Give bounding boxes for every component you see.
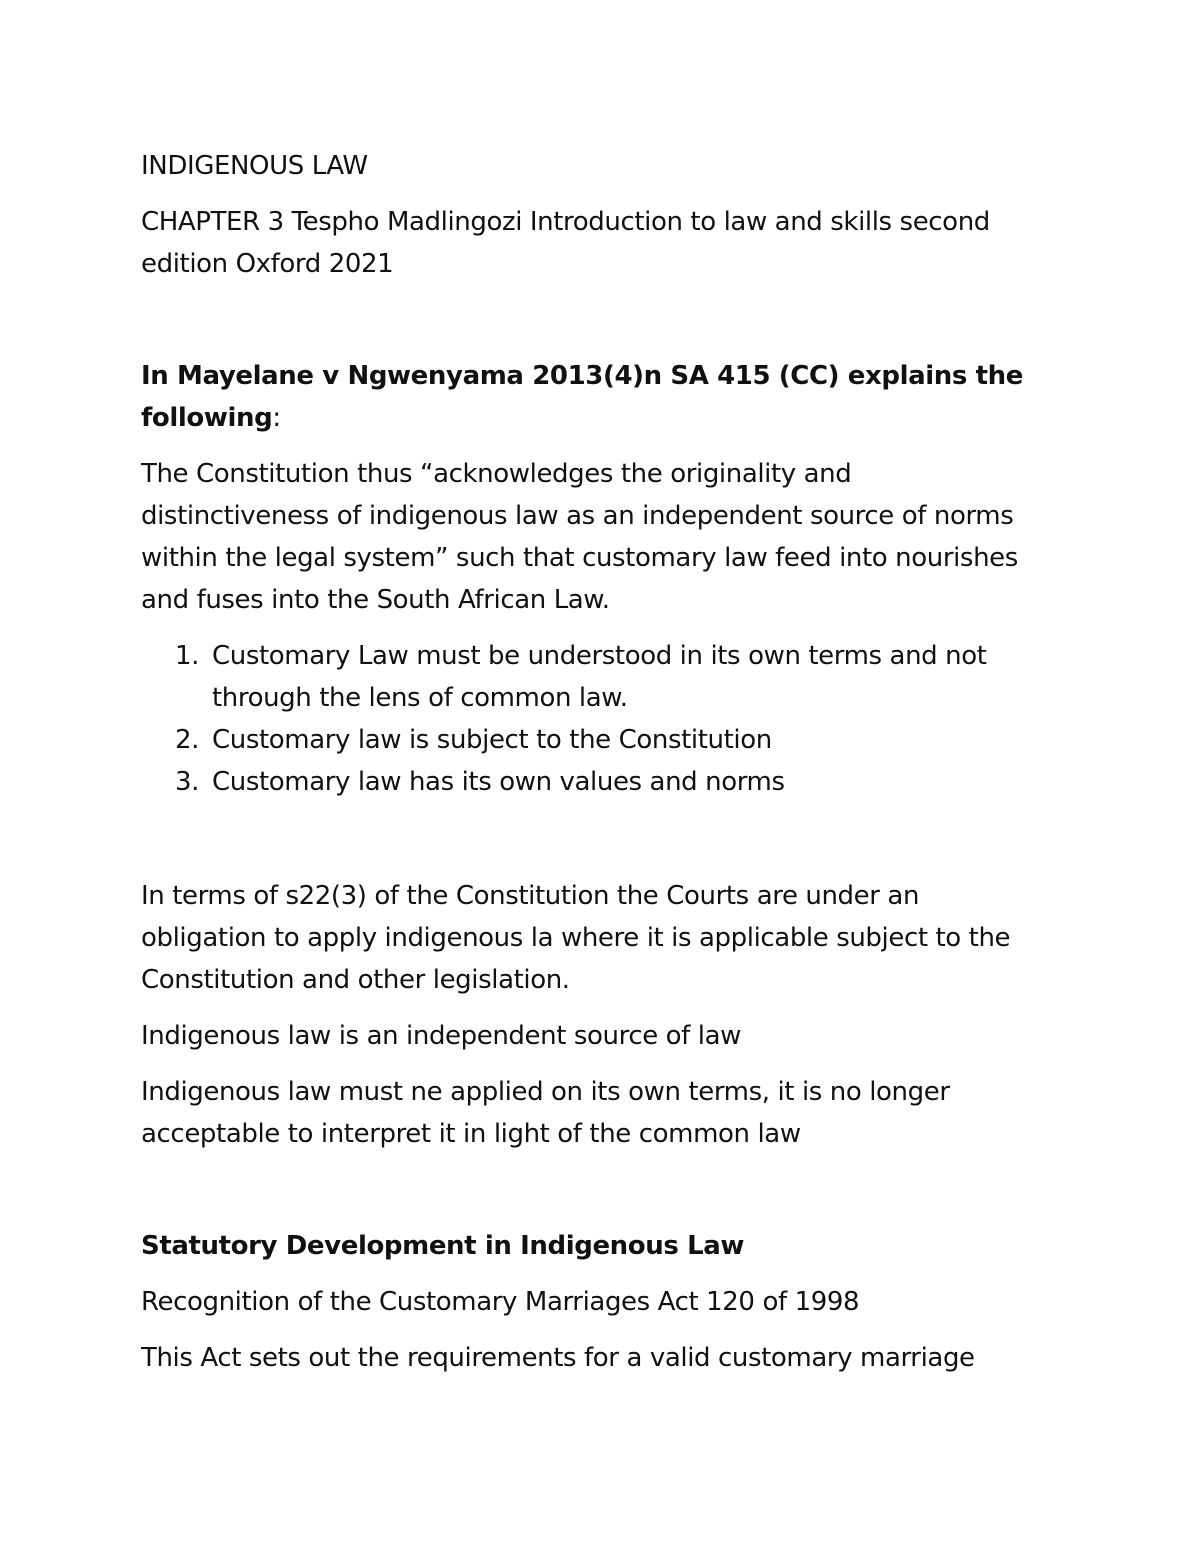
chapter-citation: CHAPTER 3 Tespho Madlingozi Introduction to law and skills second edition Oxford 2021 bbox=[141, 207, 990, 279]
independent-source-paragraph: Indigenous law is an independent source of law bbox=[141, 1021, 742, 1051]
own-terms-paragraph: Indigenous law must ne applied on its own terms, it is no longer acceptable to interpret it in light of the common law bbox=[141, 1077, 950, 1149]
case-heading-colon: : bbox=[272, 403, 281, 433]
list-item-number: 2. bbox=[175, 725, 200, 755]
s22-paragraph: In terms of s22(3) of the Constitution the Courts are under an obligation to apply indigenous la where it is applicable subject to the Constitution and other legislation. bbox=[141, 881, 1011, 995]
principles-list bbox=[141, 635, 1041, 803]
act-description: This Act sets out the requirements for a valid customary marriage bbox=[141, 1343, 975, 1373]
list-item bbox=[141, 635, 1041, 719]
list-item-text: Customary law has its own values and norms bbox=[212, 767, 785, 797]
case-heading-text: In Mayelane v Ngwenyama 2013(4)n SA 415 (CC) explains the following bbox=[141, 361, 1023, 433]
act-title: Recognition of the Customary Marriages Act 120 of 1998 bbox=[141, 1287, 860, 1317]
constitution-paragraph: The Constitution thus “acknowledges the originality and distinctiveness of indigenous law as an independent source of norms within the legal system” such that customary law feed into nourishes and fuses into the South African Law. bbox=[141, 459, 1018, 615]
list-item-number: 1. bbox=[175, 641, 200, 671]
list-item bbox=[141, 761, 1041, 803]
document-body bbox=[141, 145, 1041, 1379]
document-title: INDIGENOUS LAW bbox=[141, 151, 368, 181]
case-heading bbox=[141, 355, 1041, 439]
list-item bbox=[141, 719, 1041, 761]
list-item-text: Customary law is subject to the Constitution bbox=[212, 725, 772, 755]
statutory-heading: Statutory Development in Indigenous Law bbox=[141, 1231, 745, 1261]
list-item-text: Customary Law must be understood in its own terms and not through the lens of common law. bbox=[212, 641, 987, 713]
list-item-number: 3. bbox=[175, 767, 200, 797]
